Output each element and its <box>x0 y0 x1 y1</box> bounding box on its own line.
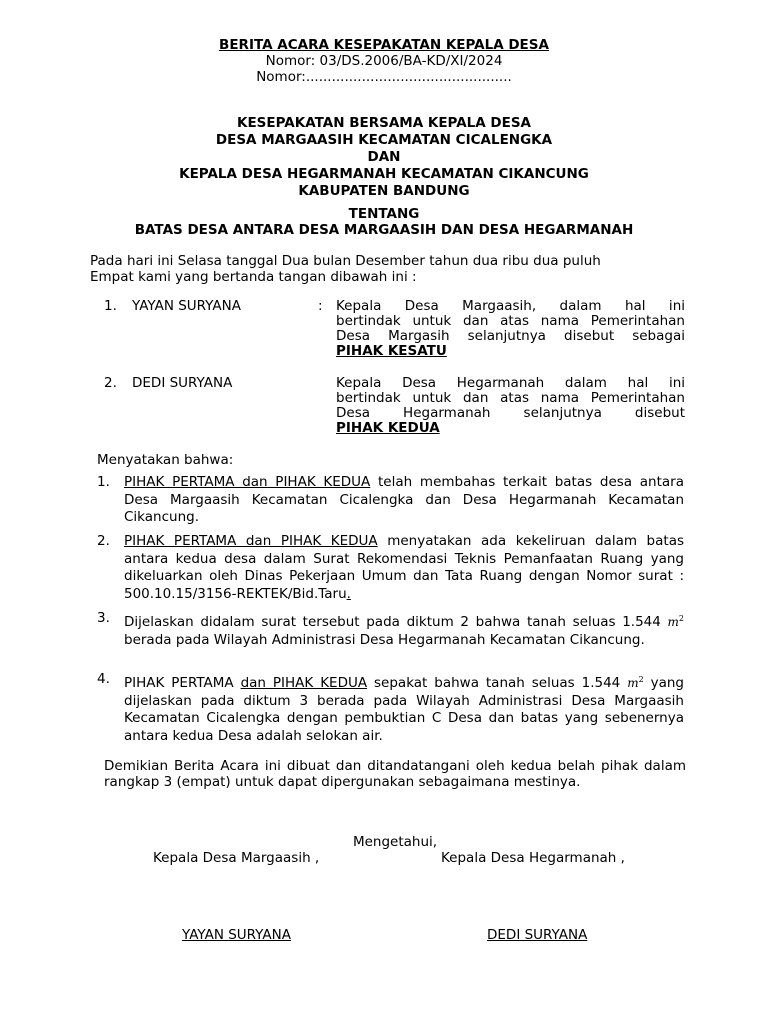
parties-reference: PIHAK PERTAMA <box>124 675 241 691</box>
square-meter-unit <box>627 676 643 690</box>
party-colon: : <box>318 298 323 314</box>
parties-reference: PIHAK PERTAMA dan PIHAK KEDUA <box>124 474 371 490</box>
unit-symbol: m <box>627 676 639 690</box>
statement-text <box>124 474 684 527</box>
party-designation: PIHAK KEDUA <box>336 420 440 436</box>
document-number: Nomor: 03/DS.2006/BA-KD/XI/2024 <box>265 53 503 69</box>
opening-line: Pada hari ini Selasa tanggal Dua bulan Desember tahun dua ribu dua puluh <box>90 253 601 269</box>
unit-exponent: 2 <box>678 614 684 623</box>
agreement-heading-line: DESA MARGAASIH KECAMATAN CICALENGKA <box>215 132 553 148</box>
party-description-line: Kepala Desa Hegarmanah dalam hal ini <box>336 375 685 391</box>
statement-number: 3. <box>97 610 110 626</box>
statement-body: berada pada Wilayah Administrasi Desa Hegarmanah Kecamatan Cikancung. <box>124 631 645 648</box>
party-description <box>336 299 685 359</box>
acknowledgement-label: Mengetahui, <box>352 834 438 850</box>
party-description-line: bertindak untuk dan atas nama Pemerintahan <box>336 313 685 329</box>
party-number: 1. <box>104 298 117 314</box>
party-description-line: bertindak untuk dan atas nama Pemerintahan <box>336 390 685 406</box>
statement-item <box>97 474 687 528</box>
party-designation: PIHAK KESATU <box>336 343 447 359</box>
subject-heading <box>0 206 768 238</box>
party-number: 2. <box>104 375 117 391</box>
party-description-line: Desa Hegarmanah selanjutnya disebut <box>336 405 685 421</box>
party-name: YAYAN SURYANA <box>132 298 241 314</box>
unit-symbol: m <box>667 615 679 629</box>
signatory-left-name: YAYAN SURYANA <box>182 927 291 943</box>
statement-body: menyatakan ada kekeliruan dalam batas antara kedua desa dalam Surat Rekomendasi Teknis Pemanfaatan Ruang yang dikeluarkan oleh Dinas Pekerjaan Umum dan Tata Ruang dengan Nomor surat : 500.10.15/3156-REKTEK/Bid.Taru <box>124 533 685 602</box>
statement-number: 4. <box>97 671 110 687</box>
agreement-heading-line: KEPALA DESA HEGARMANAH KECAMATAN CIKANCUNG <box>179 166 589 182</box>
party-description-line: Desa Margasih selanjutnya disebut sebagai <box>336 328 685 344</box>
signatory-right-title: Kepala Desa Hegarmanah , <box>441 850 625 866</box>
square-meter-unit <box>668 615 684 629</box>
unit-exponent: 2 <box>638 675 644 684</box>
statement-body: yang dijelaskan pada diktum 3 berada pada Wilayah Administrasi Desa Margaasih Kecamatan Cicalengka dengan pembuktian C Desa dan batas yang sebenernya antara kedua Desa adalah selokan air. <box>124 675 684 744</box>
statement-body: telah membahas terkait batas desa antara Desa Margaasih Kecamatan Cicalengka dan Desa Hegarmanah Kecamatan Cikancung. <box>124 474 684 525</box>
statement-item <box>97 610 687 664</box>
signatory-right-name: DEDI SURYANA <box>487 927 588 943</box>
statement-text <box>124 533 684 603</box>
opening-line: Empat kami yang bertanda tangan dibawah ini : <box>90 269 417 285</box>
agreement-heading-line: DAN <box>367 149 401 165</box>
statement-number: 1. <box>97 474 110 490</box>
party-item <box>0 376 768 438</box>
signatory-left-title: Kepala Desa Margaasih , <box>153 850 320 866</box>
statement-body: Dijelaskan didalam surat tersebut pada diktum 2 bahwa tanah seluas 1.544 <box>124 614 668 630</box>
document-number-blank: Nomor:................................................ <box>256 69 512 85</box>
party-name: DEDI SURYANA <box>132 375 233 391</box>
subject-title: BATAS DESA ANTARA DESA MARGAASIH DAN DESA HEGARMANAH <box>134 222 634 238</box>
party-description <box>336 376 685 436</box>
agreement-heading-line: KESEPAKATAN BERSAMA KEPALA DESA <box>237 115 531 131</box>
tentang-label: TENTANG <box>348 206 420 222</box>
statement-item <box>97 533 687 605</box>
agreement-heading-line: KABUPATEN BANDUNG <box>298 183 470 199</box>
parties-reference: dan PIHAK KEDUA <box>240 675 368 691</box>
parties-reference: PIHAK PERTAMA dan PIHAK KEDUA <box>124 533 378 549</box>
statement-item <box>97 671 687 743</box>
statements-intro: Menyatakan bahwa: <box>97 452 234 468</box>
statement-body: sepakat bahwa tanah seluas 1.544 <box>367 675 628 691</box>
agreement-heading <box>0 115 768 200</box>
party-description-line: Kepala Desa Margaasih, dalam hal ini <box>336 298 685 314</box>
statement-end-mark: . <box>346 585 351 602</box>
document-title: BERITA ACARA KESEPAKATAN KEPALA DESA <box>219 37 549 53</box>
opening-paragraph <box>90 253 690 285</box>
statement-text <box>124 671 684 745</box>
statement-text <box>124 610 684 649</box>
party-item <box>0 299 768 361</box>
closing-paragraph: Demikian Berita Acara ini dibuat dan ditandatangani oleh kedua belah pihak dalam rangkap 3 (empat) untuk dapat dipergunakan sebagaimana mestinya. <box>104 758 686 790</box>
statement-number: 2. <box>97 533 110 549</box>
